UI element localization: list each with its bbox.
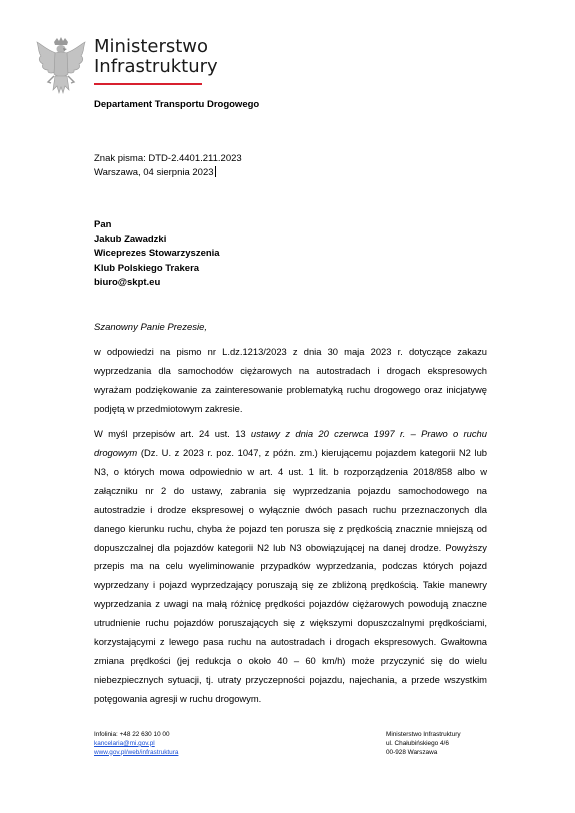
addressee-title: Pan: [94, 219, 112, 230]
footer-address: [386, 731, 461, 757]
place-date-line: [94, 166, 242, 180]
footer-infoline: Infolinia: +48 22 630 10 00: [94, 731, 170, 738]
footer-website-link[interactable]: www.gov.pl/web/infrastruktura: [94, 748, 179, 756]
reference-block: [94, 152, 242, 180]
accent-divider: [94, 83, 202, 85]
footer-contact: [94, 731, 178, 757]
paragraph-2-rest: (Dz. U. z 2023 r. poz. 1047, z późn. zm.) kierującemu pojazdem kategorii N2 lub N3, o których mowa odpowiednio w art. 4 ust. 1 lit. b rozporządzenia 2018/858 albo w załączniku nr 2 do ustawy, zabrania się wyprzedzania pojazdu samochodowego na autostradzie i drodze ekspresowej o wyłącznie dwóch pasach ruchu przeznaczonych dla danego kierunku ruchu, chyba że pojazd ten porusza się z prędkością znacznie mniejszą od dopuszczalnej dla pojazdów kategorii N2 lub N3 obowiązującej na danej drodze. Powyższy przepis ma na celu wyeliminowanie przypadków wyprzedzania, podczas których pojazd wyprzedzany i pojazd wyprzedzający poruszają się ze zbliżoną prędkością. Takie manewry wyprzedzania z uwagi na małą różnicę prędkości pojazdów ciężarowych powodują znaczne utrudnienie ruchu pojazdów poruszających się z większymi dopuszczalnymi prędkościami, korzystającymi z lewego pasa ruchu na autostradach i drogach ekspresowych. Gwałtowna zmiana prędkości (jej redukcja o około 40 – 60 km/h) może przyczynić się do wielu niebezpiecznych sytuacji, tj. utraty przyczepności pojazdu, najechania, a przede wszystkim potęgowania agresji w ruchu drogowym.: [94, 447, 487, 704]
case-number: Znak pisma: DTD-2.4401.211.2023: [94, 153, 242, 164]
department-name: Departament Transportu Drogowego: [94, 99, 260, 110]
ministry-name-line2: Infrastruktury: [94, 56, 218, 77]
addressee-organization: Klub Polskiego Trakera: [94, 262, 200, 274]
polish-eagle-emblem-icon: [35, 36, 87, 98]
text-cursor: [215, 166, 216, 177]
paragraph-1: w odpowiedzi na pismo nr L.dz.1213/2023 z dnia 30 maja 2023 r. dotyczące zakazu wyprzedzania dla samochodów ciężarowych na autostradach i drogach ekspresowych wyrażam podziękowanie za zainteresowanie problematyką ruchu drogowego oraz inicjatywę podjętą w przedmiotowym zakresie.: [94, 346, 487, 414]
footer-org-name: Ministerstwo Infrastruktury: [386, 731, 461, 738]
ministry-name-line1: Ministerstwo: [94, 36, 209, 57]
addressee-email: biuro@skpt.eu: [94, 277, 161, 289]
addressee-block: [94, 218, 220, 291]
place-date: Warszawa, 04 sierpnia 2023: [94, 167, 214, 178]
footer-postal-city: 00-928 Warszawa: [386, 748, 438, 756]
paragraph-2-lead: W myśl przepisów art. 24 ust. 13: [94, 428, 251, 440]
act-title: ustawy z dnia 20 czerwca 1997 r. – Prawo o ruchu drogowym: [94, 428, 487, 459]
ministry-name: [94, 37, 218, 77]
letter-body: [94, 343, 487, 715]
footer-email-link[interactable]: kancelaria@mi.gov.pl: [94, 739, 155, 747]
footer-street: ul. Chałubińskiego 4/6: [386, 739, 449, 747]
greeting: Szanowny Panie Prezesie,: [94, 322, 208, 333]
addressee-position: Wiceprezes Stowarzyszenia: [94, 248, 220, 260]
addressee-name: Jakub Zawadzki: [94, 233, 167, 245]
paragraph-2: [94, 425, 487, 709]
